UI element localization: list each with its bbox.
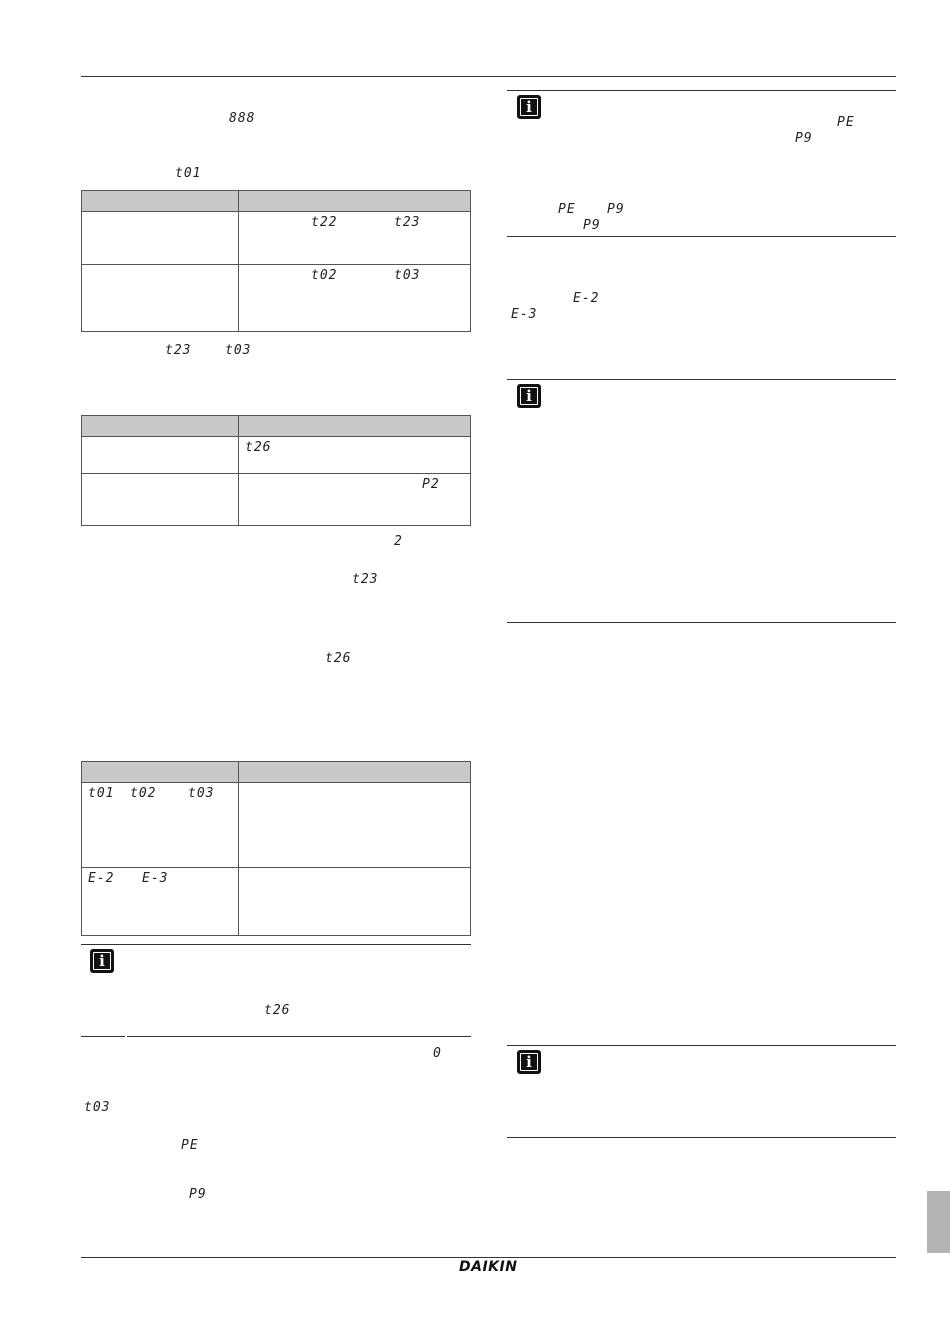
display-code-t26: t26 — [245, 440, 272, 455]
table-row — [82, 437, 471, 474]
info-note-bottom-rule — [127, 1036, 471, 1037]
display-code-e3: E-3 — [511, 307, 538, 322]
display-code-t23: t23 — [394, 215, 421, 230]
info-icon — [517, 95, 541, 119]
table-row — [82, 868, 471, 936]
info-note-top-rule — [81, 944, 471, 945]
display-code-p9: P9 — [795, 131, 813, 146]
display-code-e2: E-2 — [573, 291, 600, 306]
display-code-t02: t02 — [130, 786, 157, 801]
display-code-t01: t01 — [88, 786, 115, 801]
display-code-t03: t03 — [225, 343, 252, 358]
info-icon-glyph: i — [526, 1053, 532, 1071]
chapter-tab-marker — [927, 1191, 950, 1253]
table-row — [82, 474, 471, 526]
display-code-e2: E-2 — [88, 871, 115, 886]
info-icon — [517, 384, 541, 408]
info-icon-glyph: i — [526, 387, 532, 405]
display-code-e3: E-3 — [142, 871, 169, 886]
info-note-top-rule — [507, 379, 896, 380]
info-icon — [517, 1050, 541, 1074]
info-note-bottom-rule — [507, 622, 896, 623]
display-code-t26: t26 — [264, 1003, 291, 1018]
display-code-p9: P9 — [189, 1187, 207, 1202]
info-note-top-rule — [507, 1045, 896, 1046]
info-note-bottom-rule — [507, 1137, 896, 1138]
table-row — [82, 783, 471, 868]
table-3 — [81, 761, 471, 936]
table-2-header — [82, 416, 471, 437]
display-code-t26: t26 — [325, 651, 352, 666]
info-icon-glyph: i — [99, 952, 105, 970]
display-code-t02: t02 — [311, 268, 338, 283]
display-code-pe: PE — [181, 1138, 199, 1153]
display-code-p9: P9 — [607, 202, 625, 217]
info-note-top-rule — [507, 90, 896, 91]
display-code-p2: P2 — [422, 477, 440, 492]
table-1-header — [82, 191, 471, 212]
table-1 — [81, 190, 471, 332]
display-code-888: 888 — [229, 111, 256, 126]
display-code-0: 0 — [433, 1046, 442, 1061]
display-code-t01: t01 — [175, 166, 202, 181]
table-row — [82, 212, 471, 265]
display-code-t03: t03 — [84, 1100, 111, 1115]
display-code-t03: t03 — [394, 268, 421, 283]
info-icon — [90, 949, 114, 973]
display-code-t23: t23 — [165, 343, 192, 358]
table-3-header — [82, 762, 471, 783]
display-code-pe: PE — [558, 202, 576, 217]
info-note-bottom-rule — [81, 1036, 125, 1037]
display-code-2: 2 — [394, 534, 403, 549]
display-code-pe: PE — [837, 115, 855, 130]
display-code-t03: t03 — [188, 786, 215, 801]
info-icon-glyph: i — [526, 98, 532, 116]
display-code-t22: t22 — [311, 215, 338, 230]
daikin-logo: DAIKIN — [459, 1259, 518, 1275]
display-code-t23: t23 — [352, 572, 379, 587]
table-row — [82, 265, 471, 332]
table-2 — [81, 415, 471, 526]
display-code-p9: P9 — [583, 218, 601, 233]
info-note-bottom-rule — [507, 236, 896, 237]
header-rule — [81, 76, 896, 77]
footer-rule — [81, 1257, 896, 1258]
